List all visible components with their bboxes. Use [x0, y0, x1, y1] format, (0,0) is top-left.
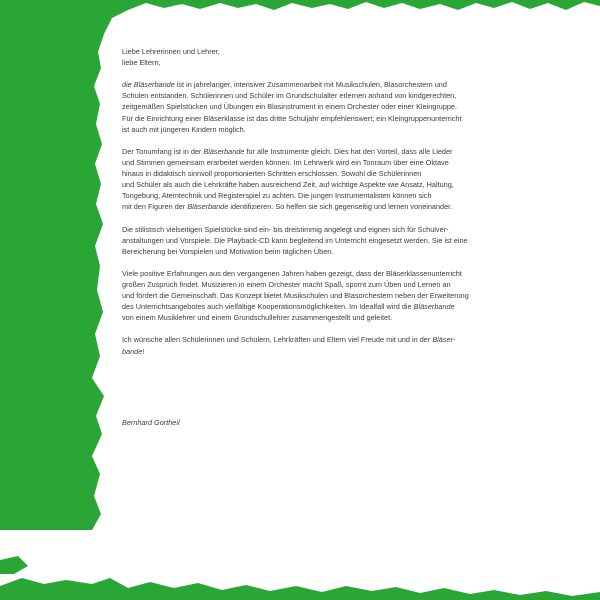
text-line: Tongebung, Atemtechnik und Registerspiel zu achten. Die jungen Instrumentalisten können sich	[122, 191, 432, 201]
text-line: Für die Einrichtung einer Bläserklasse ist das dritte Schuljahr empfehlenswert; ein Kleingruppenunterricht	[122, 113, 462, 123]
paragraph-spielstuecke	[122, 224, 497, 257]
text-line: Die stilistisch vielseitigen Spielstücke sind ein- bis dreistimmig angelegt und eignen sich für Schulver-	[122, 224, 449, 234]
book-title: Bläserbande	[413, 302, 455, 312]
text-line	[122, 79, 497, 90]
border-left-fragment	[0, 556, 28, 574]
text-line: Bereicherung bei Vorspielen und Motivation beim täglichen Üben.	[122, 246, 334, 256]
text-fragment: identifizieren. So helfen sie sich gegenseitig und lernen voneinander.	[228, 202, 453, 212]
book-title: Bläser-	[432, 335, 456, 345]
border-bottom	[0, 578, 600, 600]
text-line: hinaus in didaktisch sinnvoll proportionierten Schritten erschlossen. Sowohl die Schülerinnen	[122, 169, 422, 179]
text-line	[122, 146, 497, 157]
text-fragment: Der Tonumfang ist in der	[122, 146, 204, 156]
greeting	[122, 46, 497, 68]
text-line: anstaltungen und Vorspiele. Die Playback-CD kann begleitend im Unterricht eingesetzt werden. Sie ist eine	[122, 235, 468, 245]
greeting-line: liebe Eltern,	[122, 58, 161, 68]
text-line: und Schüler als auch die Lehrkräfte haben ausreichend Zeit, auf wichtige Aspekte wie Ansatz, Haltung,	[122, 180, 454, 190]
letter-body	[122, 46, 497, 368]
text-line: ist auch mit jüngeren Kindern möglich.	[122, 124, 246, 134]
text-line: großen Zuspruch findet. Musizieren in einem Orchester macht Spaß, spornt zum Üben und Lernen an	[122, 279, 451, 289]
book-title: die Bläserbande	[122, 80, 175, 90]
text-line: und fördert die Gemeinschaft. Das Konzept bietet Musikschulen und Blasorchestern neben der Erweiterung	[122, 291, 469, 301]
text-line: Schulen entstanden. Schülerinnen und Schüler im Grundschulalter erlernen anhand von kindgerechten,	[122, 91, 457, 101]
text-line	[122, 201, 497, 212]
text-fragment: Ich wünsche allen Schülerinnen und Schülern, Lehrkräften und Eltern viel Freude mit und in der	[122, 335, 433, 345]
text-line	[122, 301, 497, 312]
paragraph-erfahrungen	[122, 268, 497, 323]
text-line: zeitgemäßen Spielstücken und Übungen ein Blasinstrument in einem Orchester oder einer Kleingruppe.	[122, 102, 458, 112]
greeting-line: Liebe Lehrerinnen und Lehrer,	[122, 47, 220, 56]
paragraph-closing	[122, 334, 497, 356]
text-fragment: des Unterrichtsangebotes auch vielfältige Kooperationsmöglichkeiten. Im Idealfall wird die	[122, 302, 414, 312]
text-line: Viele positive Erfahrungen aus den vergangenen Jahren haben gezeigt, dass der Bläserklassenunterricht	[122, 268, 462, 278]
book-title: Bläserbande	[203, 146, 245, 156]
border-left	[0, 0, 112, 530]
text-line	[122, 334, 497, 345]
text-line: und Stimmen gemeinsam erarbeitet werden können. Im Lehrwerk wird ein Tonraum über eine Oktave	[122, 157, 449, 167]
text-fragment: für alle Instrumente gleich. Dies hat den Vorteil, dass alle Lieder	[244, 146, 453, 156]
text-line	[122, 346, 497, 357]
text-fragment: ist in jahrelanger, intensiver Zusammenarbeit mit Musikschulen, Blasorchestern und	[174, 80, 447, 90]
paragraph-tonumfang	[122, 146, 497, 213]
text-line: von einem Musiklehrer und einem Grundschullehrer zusammengestellt und geleitet.	[122, 313, 393, 323]
text-fragment: mit den Figuren der	[122, 202, 188, 212]
text-fragment: !	[142, 346, 145, 356]
signature: Bernhard Gortheil	[122, 418, 180, 427]
book-title: bande	[122, 346, 143, 356]
paragraph-intro	[122, 79, 497, 134]
book-title: Bläserbande	[187, 202, 229, 212]
